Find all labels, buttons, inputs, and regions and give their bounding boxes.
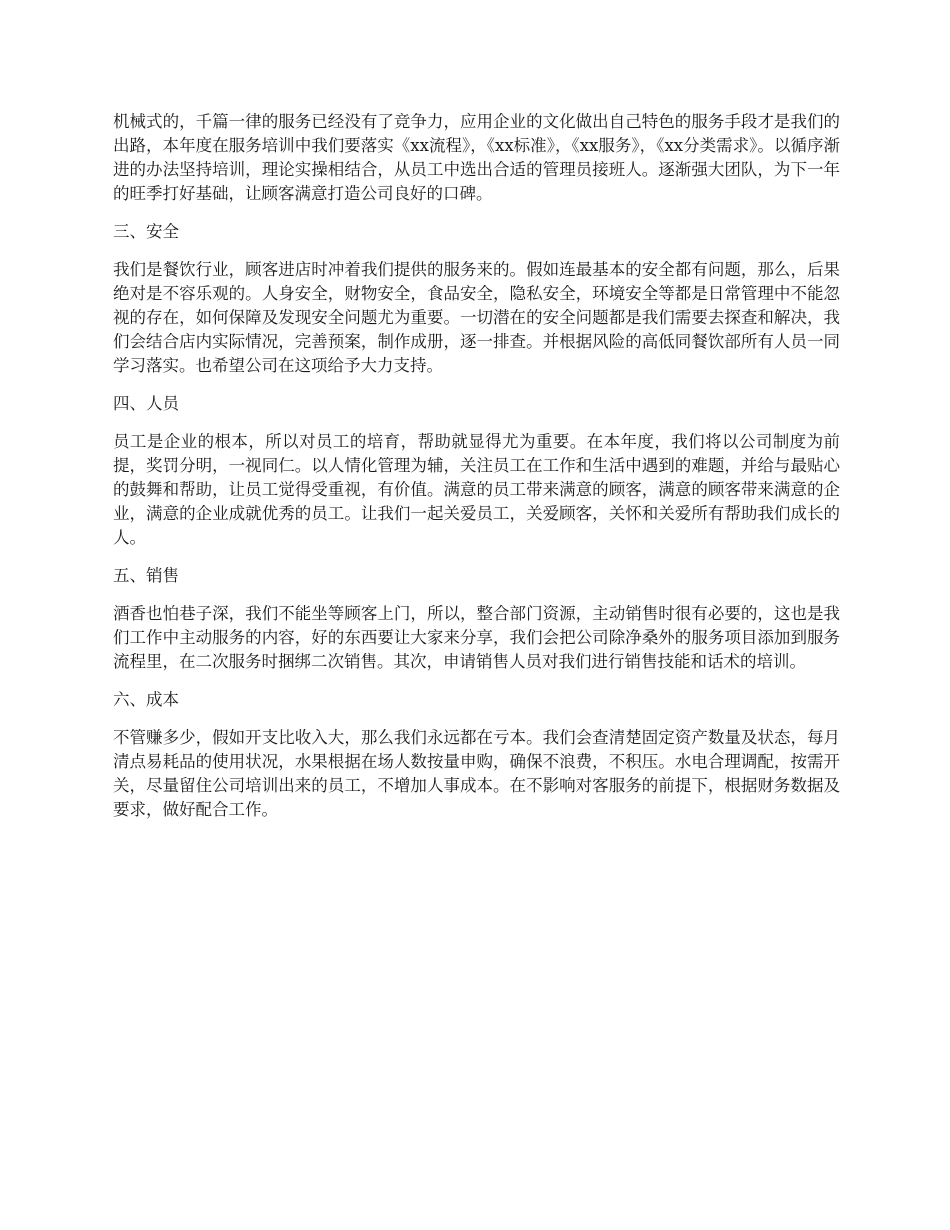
section-cost bbox=[113, 688, 840, 822]
section-heading-safety: 三、安全 bbox=[113, 222, 179, 241]
section-heading-cost: 六、成本 bbox=[113, 690, 179, 709]
section-body-personnel: 员工是企业的根本，所以对员工的培育，帮助就显得尤为重要。在本年度，我们将以公司制度为前提，奖罚分明，一视同仁。以人情化管理为辅，关注员工在工作和生活中遇到的难题，并给与最贴心的鼓舞和帮助，让员工觉得受重视，有价值。满意的员工带来满意的顾客，满意的顾客带来满意的企业，满意的企业成就优秀的员工。让我们一起关爱员工，关爱顾客，关怀和关爱所有帮助我们成长的人。 bbox=[113, 432, 840, 547]
section-body-sales: 酒香也怕巷子深，我们不能坐等顾客上门，所以，整合部门资源，主动销售时很有必要的，这也是我们工作中主动服务的内容，好的东西要让大家来分享，我们会把公司除净桑外的服务项目添加到服务流程里，在二次服务时捆绑二次销售。其次，申请销售人员对我们进行销售技能和话术的培训。 bbox=[113, 604, 840, 671]
section-body-cost: 不管赚多少，假如开支比收入大，那么我们永远都在亏本。我们会查清楚固定资产数量及状态，每月清点易耗品的使用状况，水果根据在场人数按量申购，确保不浪费，不积压。水电合理调配，按需开关，尽量留住公司培训出来的员工，不增加人事成本。在不影响对客服务的前提下，根据财务数据及要求，做好配合工作。 bbox=[113, 728, 840, 819]
section-safety bbox=[113, 220, 840, 378]
section-heading-personnel: 四、人员 bbox=[113, 394, 179, 413]
intro-paragraph: 机械式的，千篇一律的服务已经没有了竞争力，应用企业的文化做出自己特色的服务手段才是我们的出路，本年度在服务培训中我们要落实《xx流程》，《xx标准》，《xx服务》，《xx分类需求》。以循序渐进的办法坚持培训，理论实操相结合，从员工中选出合适的管理员接班人。逐渐强大团队，为下一年的旺季打好基础，让顾客满意打造公司良好的口碑。 bbox=[113, 112, 840, 203]
section-personnel bbox=[113, 392, 840, 550]
document-page bbox=[113, 110, 840, 836]
section-heading-sales: 五、销售 bbox=[113, 566, 179, 585]
section-body-safety: 我们是餐饮行业，顾客进店时冲着我们提供的服务来的。假如连最基本的安全都有问题，那么，后果绝对是不容乐观的。人身安全，财物安全，食品安全，隐私安全，环境安全等都是日常管理中不能忽视的存在，如何保障及发现安全问题尤为重要。一切潜在的安全问题都是我们需要去探查和解决，我们会结合店内实际情况，完善预案，制作成册，逐一排查。并根据风险的高低同餐饮部所有人员一同学习落实。也希望公司在这项给予大力支持。 bbox=[113, 260, 840, 375]
section-sales bbox=[113, 564, 840, 674]
